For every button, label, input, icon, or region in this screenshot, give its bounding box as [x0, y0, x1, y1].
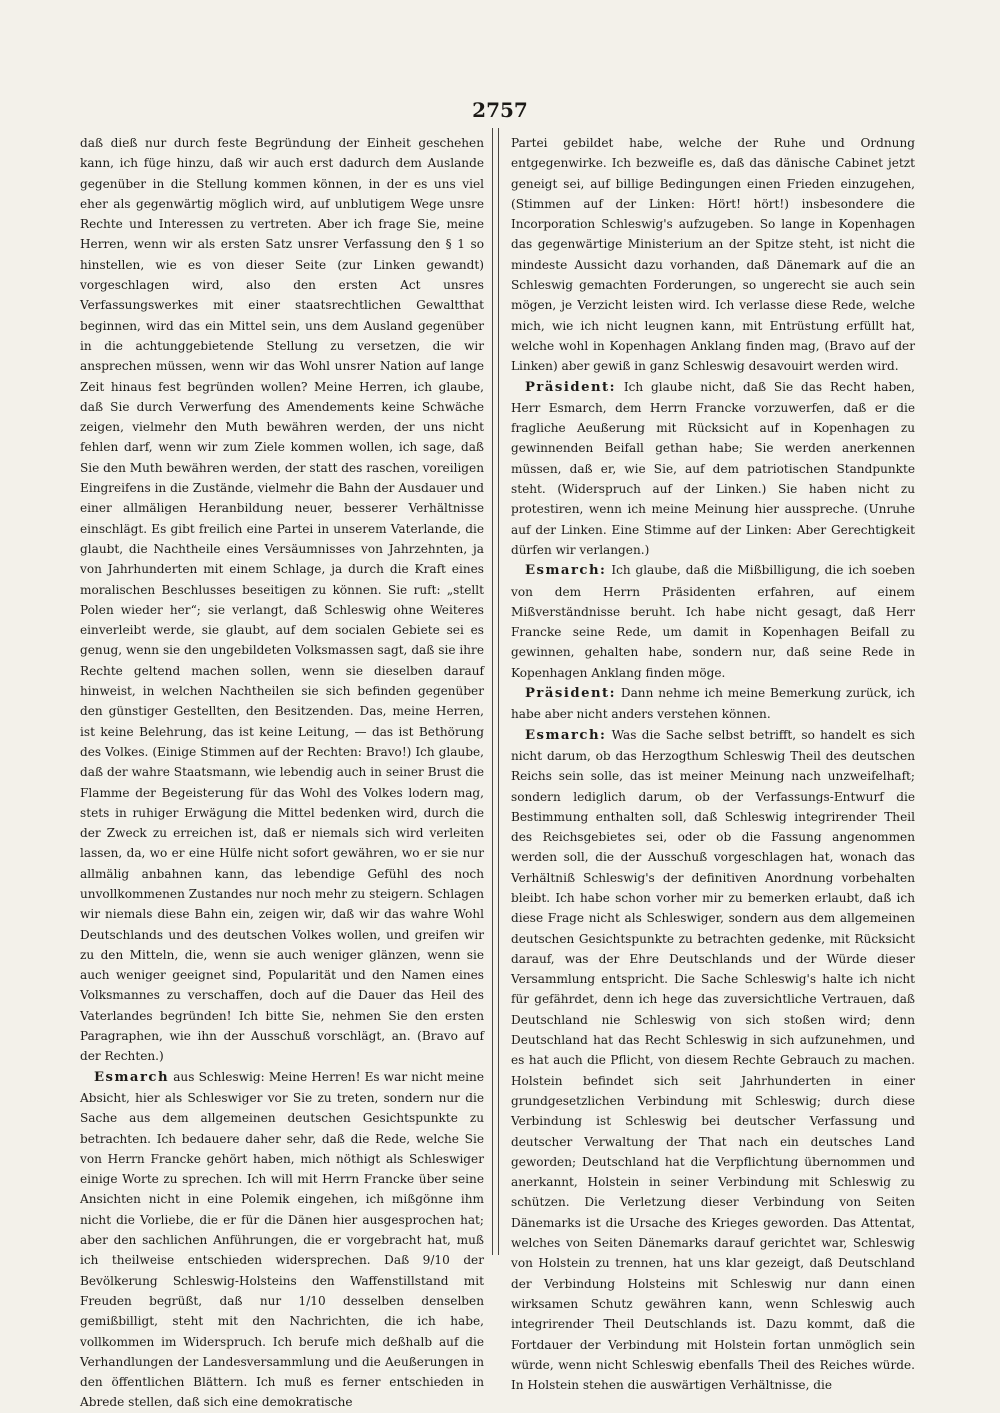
speaker-name: Präsident:: [525, 686, 617, 702]
column-divider: [492, 128, 499, 1255]
paragraph-text: Ich glaube nicht, daß Sie das Recht haben, Herr Esmarch, dem Herrn Francke vorzuwerfen, daß er die fragliche Aeußerung mit Rücksicht auf in Kopenhagen zu gewinnenden Beifall gethan habe; Sie werden anerkennen müssen, daß er, wie Sie, auf dem patriotischen Standpunkte steht. (Widerspruch auf der Linken.) Sie haben nicht zu protestiren, wenn ich meine Meinung hier ausspreche. (Unruhe auf der Linken. Eine Stimme auf der Linken: Aber Gerechtigkeit dürfen wir verlangen.): [511, 379, 915, 557]
paragraph-text: Ich glaube, daß die Mißbilligung, die ich soeben von dem Herrn Präsidenten erfahren, auf einem Mißverständnisse beruht. Ich habe nicht gesagt, daß Herr Francke seine Rede, um damit in Kopenhagen Beifall zu gewinnen, gehalten habe, sondern nur, daß seine Rede in Kopenhagen Anklang finden möge.: [511, 563, 915, 680]
paragraph: Partei gebildet habe, welche der Ruhe und Ordnung entgegenwirke. Ich bezweifle es, daß das dänische Cabinet jetzt geneigt sei, auf billige Bedingungen einen Frieden einzugehen, (Stimmen auf der Linken: Hört! hört!) insbesondere die Incorporation Schleswig's aufzugeben. So lange in Kopenhagen das gegenwärtige Ministerium an der Spitze steht, ist nicht die mindeste Aussicht dazu vorhanden, daß Dänemark auf die an Schleswig gemachten Forderungen, so ungerecht sie auch sein mögen, je Verzicht leisten wird. Ich verlasse diese Rede, welche mich, wie ich nicht leugnen kann, mit Entrüstung erfüllt hat, welche wohl in Kopenhagen Anklang finden mag, (Bravo auf der Linken) aber gewiß in ganz Schleswig desavouirt werden wird.: [511, 136, 915, 374]
speaker-name: Esmarch:: [525, 727, 607, 743]
page-number: 2757: [472, 98, 528, 122]
paragraph: [511, 560, 915, 683]
speaker-name: Esmarch: [94, 1069, 170, 1085]
right-column: [511, 133, 915, 1395]
paragraph-text: Was die Sache selbst betrifft, so handelt es sich nicht darum, ob das Herzogthum Schleswig Theil des deutschen Reichs sein solle, das ist meiner Meinung nach unzweifelhaft; sondern lediglich darum, ob der Verfassungs-Entwurf die Bestimmung enthalten soll, daß Schleswig integrirender Theil des Reichsgebietes sei, oder ob die Fassung angenommen werden soll, die der Ausschuß vorgeschlagen hat, wonach das Verhältniß Schleswig's der definitiven Anordnung vorbehalten bleibt. Ich habe schon vorher mir zu bemerken erlaubt, daß ich diese Frage nicht als Schleswiger, sondern aus dem allgemeinen deutschen Gesichtspunkte zu betrachten gedenke, mit Rücksicht darauf, was der Ehre Deutschlands und der Würde dieser Versammlung entspricht. Die Sache Schleswig's halte ich nicht für gefährdet, denn ich hege das zuversichtliche Vertrauen, daß Deutschland nie Schleswig von sich stoßen wird; denn Deutschland hat das Recht Schleswig in sich aufzunehmen, und es hat auch die Pflicht, von diesem Rechte Gebrauch zu machen. Holstein befindet sich seit Jahrhunderten in einer grundgesetzlichen Verbindung mit Schleswig; durch diese Verbindung ist Schleswig bei deutscher Verfassung und deutscher Verwaltung der That nach ein deutsches Land geworden; Deutschland hat die Verpflichtung übernommen und anerkannt, Holstein in seiner Verbindung mit Schleswig zu schützen. Die Verletzung dieser Verbindung von Seiten Dänemarks ist die Ursache des Krieges geworden. Das Attentat, welches von Seiten Dänemarks darauf gerichtet war, Schleswig von Holstein zu trennen, hat uns klar gezeigt, daß Deutschland der Verbindung Holsteins mit Schleswig nur dann einen wirksamen Schutz gewähren kann, wenn Schleswig auch integrirender Theil Deutschlands ist. Dazu kommt, daß die Fortdauer der Verbindung mit Holstein fortan unmöglich sein würde, wenn nicht Schleswig ebenfalls Theil des Reiches würde. In Holstein stehen die auswärtigen Verhältnisse, die: [511, 727, 915, 1393]
paragraph: [511, 725, 915, 1396]
paragraph-text: Dann nehme ich meine Bemerkung zurück, ich habe aber nicht anders verstehen können.: [511, 686, 915, 722]
paragraph-text: aus Schleswig: Meine Herren! Es war nicht meine Absicht, hier als Schleswiger vor Sie zu treten, sondern nur die Sache aus dem allgemeinen deutschen Gesichtspunkte zu betrachten. Ich bedauere daher sehr, daß die Rede, welche Sie von Herrn Francke gehört haben, mich nöthigt als Schleswiger einige Worte zu sprechen. Ich will mit Herrn Francke über seine Ansichten nicht in eine Polemik eingehen, ich mißgönne ihm nicht die Vorliebe, die er für die Dänen hier ausgesprochen hat; aber den sachlichen Anführungen, die er vorgebracht hat, muß ich theilweise entschieden widersprechen. Daß 9/10 der Bevölkerung Schleswig-Holsteins den Waffenstillstand mit Freuden begrüßt, daß nur 1/10 desselben denselben gemißbilligt, steht mit den Nachrichten, die ich habe, vollkommen im Widerspruch. Ich berufe mich deßhalb auf die Verhandlungen der Landesversammlung und die Aeußerungen in den öffentlichen Blättern. Ich muß es ferner entschieden in Abrede stellen, daß sich eine demokratische: [80, 1069, 484, 1410]
speaker-name: Esmarch:: [525, 563, 607, 579]
speaker-name: Präsident:: [525, 379, 617, 395]
paragraph: [511, 377, 915, 561]
paragraph: daß dieß nur durch feste Begründung der Einheit geschehen kann, ich füge hinzu, daß wir auch erst dadurch dem Auslande gegenüber in die Stellung kommen können, in der es uns viel eher als gegenwärtig möglich wird, auf unblutigem Wege unsre Rechte und Interessen zu vertreten. Aber ich frage Sie, meine Herren, wenn wir als ersten Satz unsrer Verfassung den § 1 so hinstellen, wie es von dieser Seite (zur Linken gewandt) vorgeschlagen wird, also den ersten Act unsres Verfassungswerkes mit einer staatsrechtlichen Gewaltthat beginnen, wird das ein Mittel sein, uns dem Ausland gegenüber in die achtunggebietende Stellung zu versetzen, die wir ansprechen müssen, wenn wir das Wohl unsrer Nation auf lange Zeit hinaus fest begründen wollen? Meine Herren, ich glaube, daß Sie durch Verwerfung des Amendements keine Schwäche zeigen, vielmehr den Muth bewähren werden, der uns nicht fehlen darf, wenn wir zum Ziele kommen wollen, ich sage, daß Sie den Muth bewähren werden, der statt des raschen, voreiligen Eingreifens in die Zustände, vielmehr die Bahn der Ausdauer und einer allmäligen Heranbildung neuer, besserer Verhältnisse einschlägt. Es gibt freilich eine Partei in unserem Vaterlande, die glaubt, die Nachtheile eines Versäumnisses von Jahrzehnten, ja von Jahrhunderten mit einem Schlage, ja durch die Kraft eines moralischen Beschlusses beseitigen zu können. Sie ruft: „stellt Polen wieder her“; sie verlangt, daß Schleswig ohne Weiteres einverleibt werde, sie glaubt, auf dem socialen Gebiete sei es genug, wenn sie den ungebildeten Volksmassen sagt, daß sie ihre Rechte geltend machen sollen, wenn sie dieselben darauf hinweist, in welchen Nachtheilen sie sich befinden gegenüber den günstiger Gestellten, den Besitzenden. Das, meine Herren, ist keine Belehrung, das ist keine Leitung, — das ist Bethörung des Volkes. (Einige Stimmen auf der Rechten: Bravo!) Ich glaube, daß der wahre Staatsmann, wie lebendig auch in seiner Brust die Flamme der Begeisterung für das Wohl des Volkes lodern mag, stets in ruhiger Erwägung die Mittel bedenken wird, durch die der Zweck zu erreichen ist, daß er niemals sich wird verleiten lassen, da, wo er eine Hülfe nicht sofort gewähren, wo er sie nur allmälig anbahnen kann, das lebendige Gefühl des noch unvollkommenen Zustandes nur noch mehr zu steigern. Schlagen wir niemals diese Bahn ein, zeigen wir, daß wir das wahre Wohl Deutschlands und des deutschen Volkes wollen, und greifen wir zu den Mitteln, die, wenn sie auch weniger glänzen, wenn sie auch weniger geeignet sind, Popularität und den Namen eines Volksmannes zu verschaffen, doch auf die Dauer das Heil des Vaterlandes begründen! Ich bitte Sie, nehmen Sie den ersten Paragraphen, wie ihn der Ausschuß vorschlägt, an. (Bravo auf der Rechten.): [80, 136, 484, 1064]
paragraph: [511, 683, 915, 725]
left-column: [80, 133, 484, 1413]
paragraph: [80, 1067, 484, 1413]
